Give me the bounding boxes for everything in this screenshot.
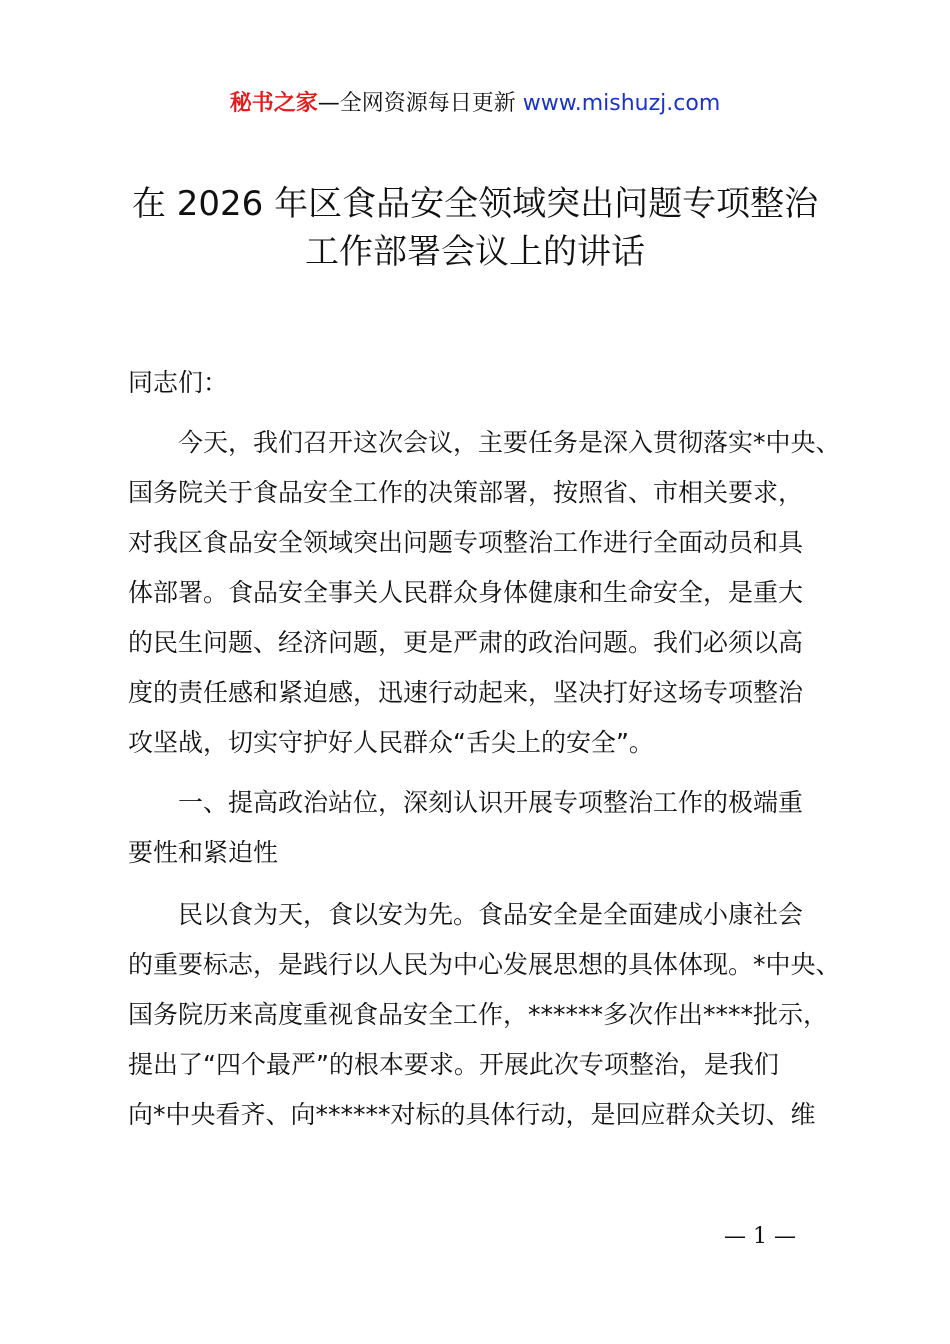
paragraph-line: 国务院关于食品安全工作的决策部署，按照省、市相关要求， — [128, 478, 804, 507]
paragraph-line: 民以食为天，食以安为先。食品安全是全面建成小康社会 — [178, 900, 804, 929]
paragraph-line: 度的责任感和紧迫感，迅速行动起来，坚决打好这场专项整治 — [128, 678, 804, 707]
paragraph-line: 国务院历来高度重视食品安全工作，******多次作出****批示， — [128, 1000, 829, 1029]
paragraph-line: 对我区食品安全领域突出问题专项整治工作进行全面动员和具 — [128, 528, 804, 557]
paragraph-line: 向*中央看齐、向******对标的具体行动，是回应群众关切、维 — [128, 1100, 816, 1129]
title-line-2: 工作部署会议上的讲话 — [305, 232, 645, 272]
paragraph-2 — [128, 890, 841, 1140]
section-heading-1 — [128, 778, 828, 878]
salutation-text: 同志们： — [128, 368, 229, 397]
paragraph-line: 今天，我们召开这次会议，主要任务是深入贯彻落实*中央、 — [178, 428, 841, 457]
site-brand: 秘书之家 — [229, 91, 318, 116]
title-line-1: 在 2026 年区食品安全领域突出问题专项整治 — [131, 184, 819, 224]
paragraph-line: 体部署。食品安全事关人民群众身体健康和生命安全，是重大 — [128, 578, 804, 607]
paragraph-line: 提出了“四个最严”的根本要求。开展此次专项整治，是我们 — [128, 1050, 779, 1079]
site-slogan: —全网资源每日更新 — [317, 91, 523, 116]
heading-line: 一、提高政治站位，深刻认识开展专项整治工作的极端重 — [178, 788, 804, 817]
paragraph-line: 的民生问题、经济问题，更是严肃的政治问题。我们必须以高 — [128, 628, 804, 657]
salutation — [128, 358, 828, 408]
paragraph-line: 攻坚战，切实守护好人民群众“舌尖上的安全”。 — [128, 728, 654, 757]
page-number: — 1 — — [724, 1224, 796, 1249]
paragraph-line: 的重要标志，是践行以人民为中心发展思想的具体体现。*中央、 — [128, 950, 841, 979]
paragraph-1 — [128, 418, 841, 768]
heading-line: 要性和紧迫性 — [128, 838, 279, 867]
document-title — [60, 180, 890, 276]
site-url-link[interactable]: www.mishuzj.com — [522, 91, 721, 116]
site-header — [0, 88, 950, 120]
